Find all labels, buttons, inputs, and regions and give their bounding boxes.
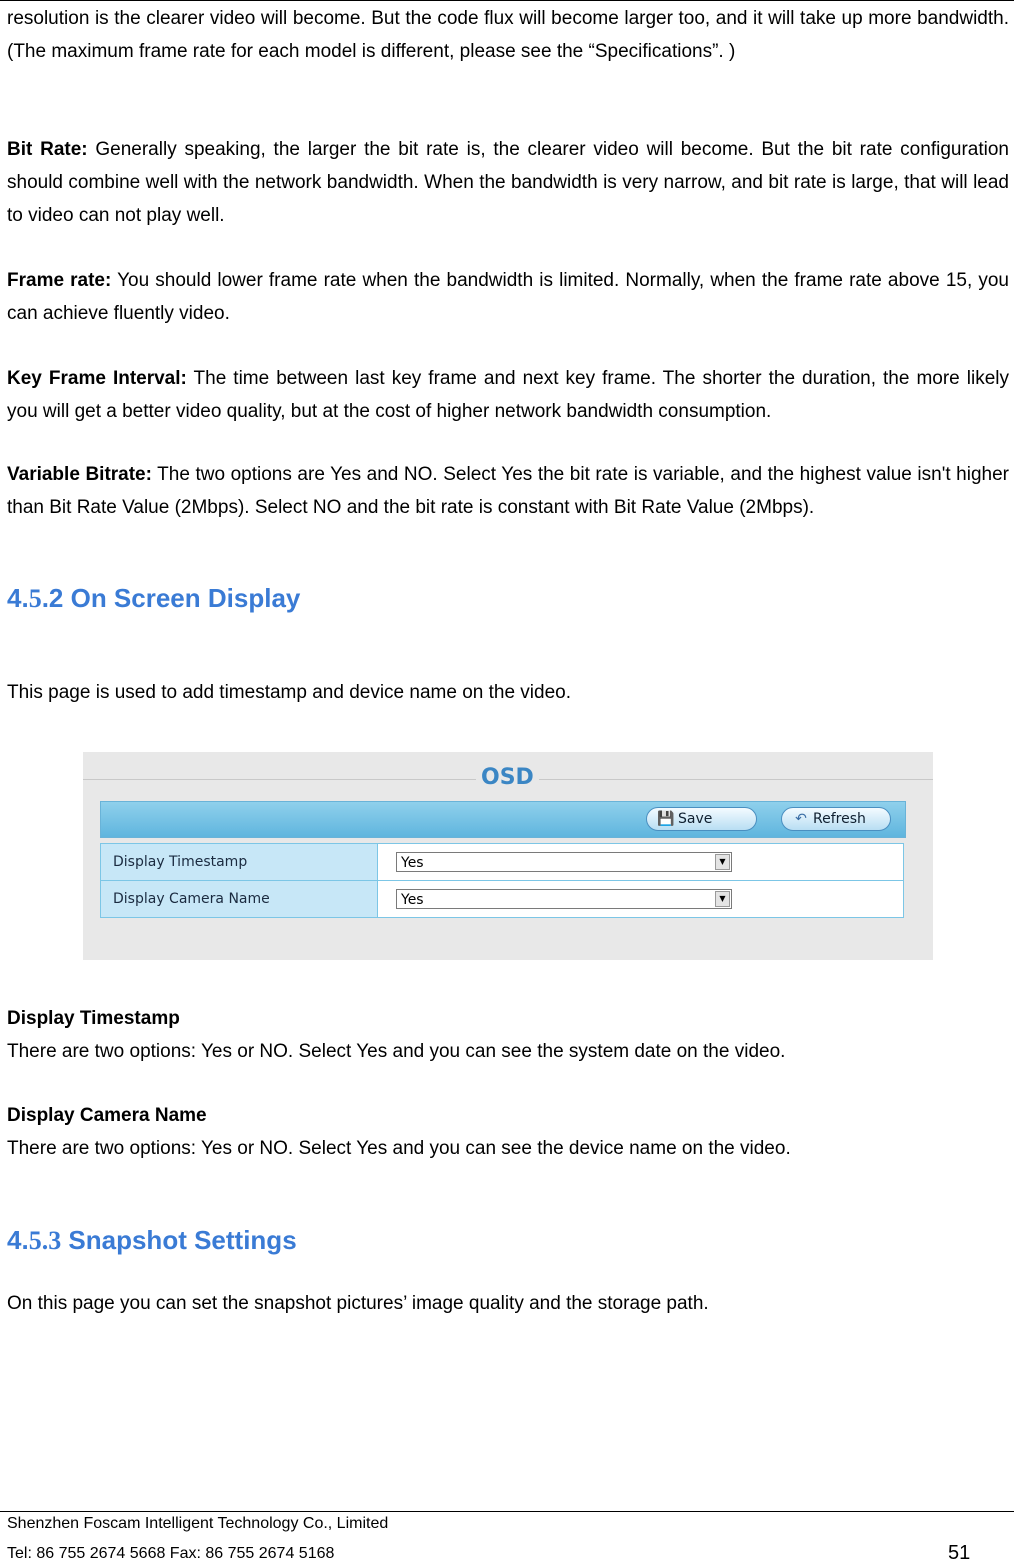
display-camera-name-heading: Display Camera Name bbox=[7, 1105, 207, 1126]
variable-bitrate-text: The two options are Yes and NO. Select Yes the bit rate is variable, and the highest value isn't higher than Bit Rate Value (2Mbps). Select NO and the bit rate is constant with Bit Rate Value (2Mbps). bbox=[7, 464, 1009, 518]
save-label: Save bbox=[678, 811, 713, 827]
section-number-c: .2 bbox=[41, 583, 64, 613]
display-timestamp-select[interactable] bbox=[396, 852, 732, 872]
bit-rate-label: Bit Rate: bbox=[7, 139, 88, 160]
chevron-down-icon[interactable]: ▼ bbox=[715, 854, 730, 870]
table-row bbox=[101, 844, 904, 881]
variable-bitrate-label: Variable Bitrate: bbox=[7, 464, 152, 485]
osd-description: This page is used to add timestamp and device name on the video. bbox=[7, 682, 572, 703]
section-number-a: 4. bbox=[7, 1225, 29, 1255]
display-timestamp-heading: Display Timestamp bbox=[7, 1008, 180, 1029]
key-frame-label: Key Frame Interval: bbox=[7, 368, 187, 389]
chevron-down-icon[interactable]: ▼ bbox=[715, 891, 730, 907]
footer-rule bbox=[0, 1511, 1014, 1512]
bit-rate-text: Generally speaking, the larger the bit rate is, the clearer video will become. But the bit rate configuration should combine well with the network bandwidth. When the bandwidth is very narrow, and bit rate is large, that will lead to video can not play well. bbox=[7, 139, 1009, 226]
refresh-icon: ↶ bbox=[795, 811, 807, 827]
save-icon: 💾 bbox=[657, 811, 675, 827]
refresh-label: Refresh bbox=[813, 811, 866, 827]
refresh-button[interactable] bbox=[781, 807, 891, 831]
section-number-b: 5.3 bbox=[28, 1226, 62, 1255]
key-frame-text: The time between last key frame and next key frame. The shorter the duration, the more likely you will get a better video quality, but at the cost of higher network bandwidth consumption. bbox=[7, 368, 1010, 422]
display-camera-name-text: There are two options: Yes or NO. Select Yes and you can see the device name on the video. bbox=[7, 1138, 791, 1159]
top-rule bbox=[0, 0, 1014, 1]
bit-rate-paragraph bbox=[7, 133, 1009, 232]
display-timestamp-cell bbox=[378, 844, 904, 881]
display-timestamp-value: Yes bbox=[401, 855, 424, 871]
save-button[interactable] bbox=[646, 807, 757, 831]
page-number: 51 bbox=[948, 1542, 971, 1564]
osd-screenshot bbox=[83, 752, 933, 960]
display-timestamp-text: There are two options: Yes or NO. Select Yes and you can see the system date on the video. bbox=[7, 1041, 786, 1062]
footer-contact: Tel: 86 755 2674 5668 Fax: 86 755 2674 5168 bbox=[7, 1545, 335, 1562]
snapshot-description: On this page you can set the snapshot pictures’ image quality and the storage path. bbox=[7, 1293, 709, 1314]
display-camera-name-cell bbox=[378, 881, 904, 918]
section-heading-snapshot bbox=[7, 1225, 297, 1256]
osd-settings-table bbox=[100, 843, 904, 918]
section-title: On Screen Display bbox=[63, 583, 301, 613]
osd-toolbar bbox=[100, 801, 906, 838]
intro-paragraph: resolution is the clearer video will become. But the code flux will become larger too, and it will take up more bandwidth. (The maximum frame rate for each model is different, please see the “Specifications”. ) bbox=[7, 8, 1009, 62]
footer-company: Shenzhen Foscam Intelligent Technology Co., Limited bbox=[7, 1515, 389, 1532]
section-number-a: 4. bbox=[7, 583, 29, 613]
variable-bitrate-paragraph bbox=[7, 458, 1009, 524]
display-camera-name-value: Yes bbox=[401, 892, 424, 908]
display-timestamp-label: Display Timestamp bbox=[101, 844, 378, 881]
frame-rate-label: Frame rate: bbox=[7, 270, 112, 291]
frame-rate-text: You should lower frame rate when the bandwidth is limited. Normally, when the frame rate above 15, you can achieve fluently video. bbox=[7, 270, 1009, 324]
display-camera-name-label: Display Camera Name bbox=[101, 881, 378, 918]
key-frame-paragraph bbox=[7, 362, 1009, 428]
table-row bbox=[101, 881, 904, 918]
display-camera-name-select[interactable] bbox=[396, 889, 732, 909]
osd-title: OSD bbox=[476, 765, 539, 790]
section-number-b: 5 bbox=[28, 584, 42, 613]
section-heading-osd bbox=[7, 583, 300, 614]
frame-rate-paragraph bbox=[7, 264, 1009, 330]
section-title: Snapshot Settings bbox=[61, 1225, 297, 1255]
